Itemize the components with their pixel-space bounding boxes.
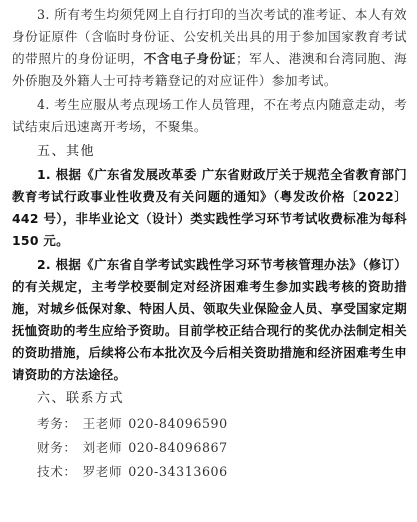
contact-role: 财务： [37,440,77,455]
contact-phone: 020-84096590 [128,416,228,431]
contact-role: 技术： [37,464,77,479]
contact-name: 刘老师 [82,440,123,455]
contact-name: 罗老师 [82,464,123,479]
paragraph-item-3 [12,4,407,92]
section-heading-contact: 六、联系方式 [37,391,125,406]
item-3-text-b: ；军人、港澳和台湾同胞、海外侨胞及外籍人士可持考籍登记的对应证件）参加考试。 [12,51,408,88]
contact-role: 考务： [37,416,77,431]
contact-name: 王老师 [82,416,123,431]
item-3-text-a: 3. 所有考生均须凭网上自行打印的当次考试的准考证、本人有效身份证原件（含临时身份证、公安机关出具的用于参加国家教育考试的带照片的身份证明， [12,7,407,66]
paragraph-other-1: 1. 根据《广东省发展改革委 广东省财政厅关于规范全省教育部门教育考试行政事业性收费及有关问题的通知》（粤发改价格〔2022〕442 号），非毕业论文（设计）类实践性学习环节考试收费标准为每科 150 元。 [12,167,407,248]
contact-line [12,412,407,436]
contact-line [12,460,407,484]
section-heading-other: 五、其他 [37,144,96,159]
paragraph-item-4: 4. 考生应服从考点现场工作人员管理，不在考点内随意走动，考试结束后迅速离开考场，不聚集。 [12,97,407,134]
contact-line [12,436,407,460]
paragraph-other-2: 2. 根据《广东省自学考试实践性学习环节考核管理办法》（修订）的有关规定，主考学校要制定对经济困难考生参加实践考核的资助措施，对城乡低保对象、特困人员、领取失业保险金人员、享受国家定期抚恤资助的考生应给予资助。目前学校正结合现行的奖优办法制定相关的资助措施，后续将公布本批次及今后相关资助措施和经济困难考生申请资助的方法途径。 [12,257,407,382]
contact-phone: 020-84096867 [128,440,228,455]
contact-phone: 020-34313606 [128,464,228,479]
item-3-emphasis: 不含电子身份证 [143,51,236,66]
